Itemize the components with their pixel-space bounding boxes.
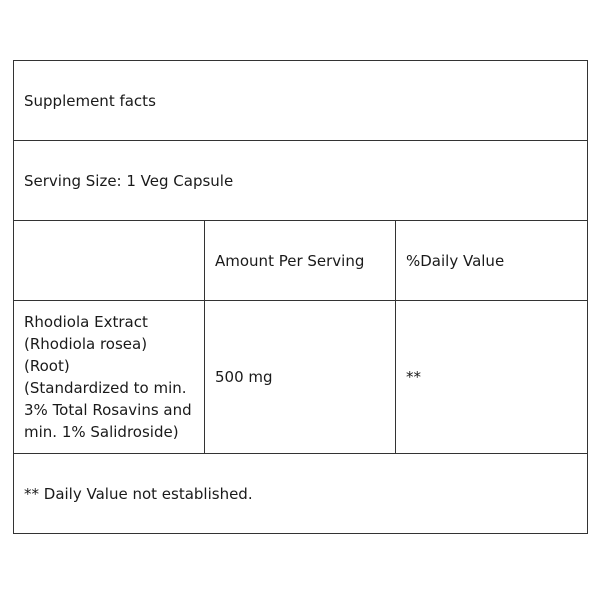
header-row xyxy=(14,221,588,301)
serving-size: Serving Size: 1 Veg Capsule xyxy=(14,141,588,221)
footnote: ** Daily Value not established. xyxy=(14,454,588,534)
header-ingredient xyxy=(14,221,205,301)
serving-size-row xyxy=(14,141,588,221)
table-title: Supplement facts xyxy=(14,61,588,141)
header-amount: Amount Per Serving xyxy=(205,221,396,301)
amount-cell: 500 mg xyxy=(205,301,396,454)
footnote-row xyxy=(14,454,588,534)
table-row xyxy=(14,301,588,454)
daily-value-cell: ** xyxy=(396,301,588,454)
ingredient-cell xyxy=(14,301,205,454)
supplement-facts-table xyxy=(13,60,588,534)
ingredient-name: Rhodiola Extract (Rhodiola rosea) (Root) (Standardized to min. 3% Total Rosavins and min. 1% Salidroside) xyxy=(24,313,192,441)
header-daily-value: %Daily Value xyxy=(396,221,588,301)
title-row xyxy=(14,61,588,141)
